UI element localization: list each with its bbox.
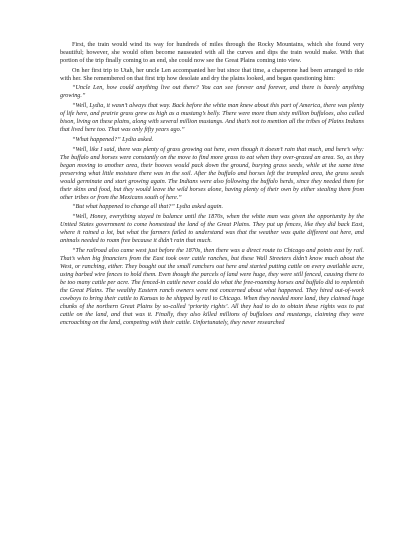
dialog-paragraph: “Well, like I said, there was plenty of grass growing out here, even though it doesn’t rain that much, and here’s why: The buffalo and horses were constantly on the move to find more grass to eat when they over-grazed an area. So, as they began moving to another area, their hooves would pack down the ground, burying grass seeds, while at the same time preserving what little moisture there was in the soil. After the buffalo and horses left the trampled area, the grass seeds would germinate and start growing again. The Indians were also following the buffalo herds, since they needed them for their skins and food, but they would leave the wild horses alone, having plenty of their own by either stealing them from other tribes or from the Mexicans south of here.”	[60, 145, 364, 201]
document-page	[60, 41, 364, 329]
paragraph: On her first trip to Utah, her uncle Len accompanied her but since that time, a chaperone had been arranged to ride with her. She remembered on that first trip how desolate and dry the plains looked, and began questioning him:	[60, 66, 364, 82]
dialog-paragraph: “The railroad also came west just before the 1870s, then there was a direct route to Chicago and points east by rail. That’s when big financiers from the East took over cattle ranches, but these Wall Streeters didn’t know much about the West, or ranching, either. They bought out the small ranchers out here and started putting cattle on every available acre, using barbed wire fences to hold them. Even though the parcels of land were huge, they were still fenced, causing there to be too many cattle per acre. The fenced-in cattle never could do what the free-roaming horses and buffalo did to replenish the Great Plains. The wealthy Eastern ranch owners were not concerned about what happened. They hired out-of-work cowboys to bring their cattle to Kansas to be shipped by rail to Chicago. When they needed more land, they claimed huge chunks of the northern Great Plains by so-called ‘priority rights’. All they had to do to obtain these rights was to put cattle on the land, and that was it. Finally, they also killed millions of buffaloes and mustangs, claiming they were encroaching on the land, competing with their cattle. Unfortunately, they never researched	[60, 246, 364, 327]
dialog-paragraph: “Uncle Len, how could anything live out there? You can see forever and forever, and there is barely anything growing.”	[60, 84, 364, 100]
dialog-paragraph: “Well, Honey, everything stayed in balance until the 1870s, when the white man was given the opportunity by the United States government to come homestead the land of the Great Plains. They put up fences, like they did back East, where it rained a lot, but what the farmers failed to understand was that the weather was quite different out here, and animals needed to roam free because it didn’t rain that much.	[60, 213, 364, 245]
dialog-paragraph: “But what happened to change all that?” Lydia asked again.	[72, 203, 224, 211]
dialog-paragraph: “Well, Lydia, it wasn’t always that way. Back before the white man knew about this part of America, there was plenty of life here, and prairie grass grew as high as a mustang’s belly. There were more than sixty million buffaloes, also called bison, living on these plains, along with several million mustangs. And that’s not to mention all the tribes of Plains Indians that lived here too. That was only fifty years ago.”	[60, 102, 364, 134]
paragraph: First, the train would wind its way for hundreds of miles through the Rocky Mountains, which she found very beautiful; however, she would often become nauseated with all the curves and dips the train would make. With that portion of the trip finally coming to an end, she could now see the Great Plains coming into view.	[60, 41, 364, 65]
dialog-paragraph: “What happened?” Lydia asked.	[72, 135, 154, 143]
